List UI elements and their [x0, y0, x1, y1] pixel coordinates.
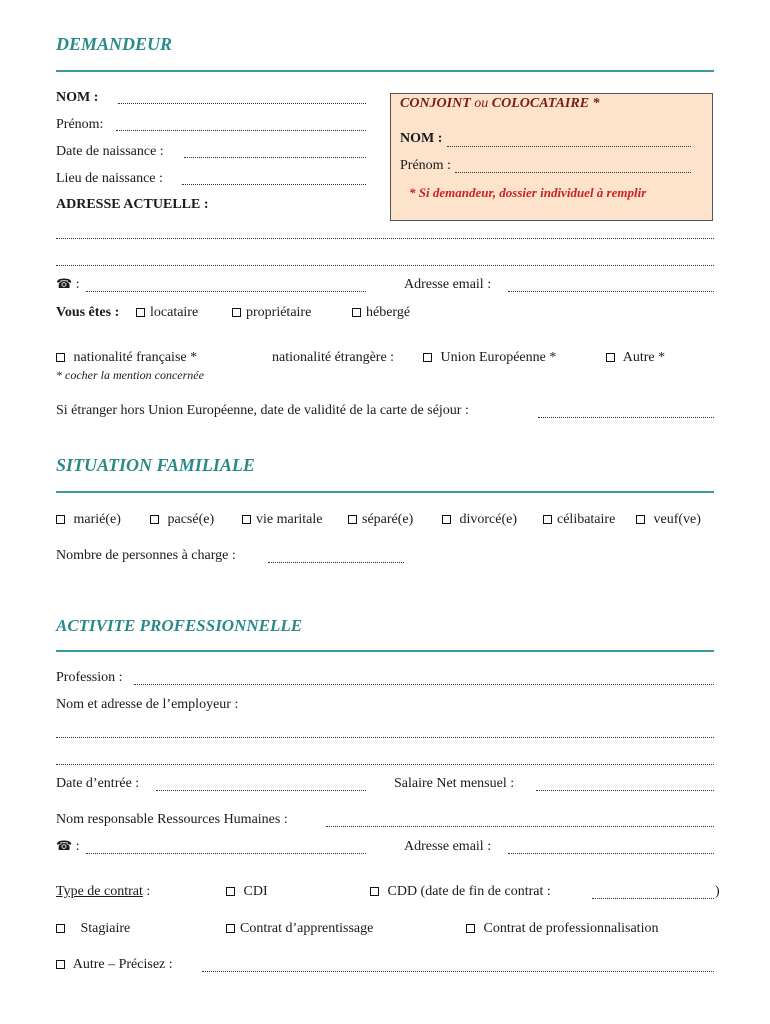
phone-colon: :	[75, 839, 80, 854]
conjoint-note: * Si demandeur, dossier individuel à remplir	[409, 185, 647, 200]
email-label: Adresse email :	[404, 277, 492, 292]
vous-etes-label: Vous êtes :	[56, 305, 120, 320]
checkbox-square[interactable]	[606, 353, 615, 362]
option-label: CDD (date de fin de contrat :	[387, 884, 551, 899]
carte-sejour-field[interactable]	[538, 417, 714, 418]
profession-field[interactable]	[134, 684, 714, 685]
checkbox-proprietaire[interactable]	[232, 305, 311, 321]
checkbox-square[interactable]	[442, 515, 451, 524]
type-contrat-colon: :	[146, 884, 151, 899]
salaire-field[interactable]	[536, 790, 714, 791]
checkbox-cdd[interactable]	[370, 884, 551, 900]
type-contrat-text: Type de contrat	[56, 884, 143, 899]
checkbox-square[interactable]	[56, 960, 65, 969]
option-label: vie maritale	[256, 512, 323, 527]
checkbox-square[interactable]	[370, 887, 379, 896]
checkbox-stagiaire[interactable]	[56, 921, 130, 937]
option-label: veuf(ve)	[653, 512, 701, 527]
option-label: Autre *	[622, 350, 666, 365]
cocher-note: * cocher la mention concernée	[56, 368, 204, 382]
prenom-field[interactable]	[116, 130, 366, 131]
checkbox-square[interactable]	[232, 308, 241, 317]
personnes-label: Nombre de personnes à charge :	[56, 548, 236, 563]
option-label: célibataire	[557, 512, 616, 527]
nom-field[interactable]	[118, 103, 366, 104]
conjoint-title-part2: COLOCATAIRE *	[491, 96, 600, 111]
rh-label: Nom responsable Ressources Humaines :	[56, 812, 288, 827]
conjoint-title	[400, 96, 600, 112]
checkbox-square[interactable]	[352, 308, 361, 317]
checkbox-square[interactable]	[543, 515, 552, 524]
option-label: Contrat de professionnalisation	[483, 921, 659, 936]
conjoint-nom-field[interactable]	[447, 146, 691, 147]
option-label: pacsé(e)	[167, 512, 215, 527]
phone-label	[56, 277, 80, 293]
conjoint-prenom-field[interactable]	[455, 172, 691, 173]
option-label: Autre – Précisez :	[72, 957, 173, 972]
adresse-label: ADRESSE ACTUELLE :	[56, 197, 209, 212]
cdd-date-field[interactable]	[592, 898, 714, 899]
employeur-email-label: Adresse email :	[404, 839, 492, 854]
phone-colon: :	[75, 277, 80, 292]
naissance-label: Date de naissance :	[56, 144, 164, 159]
date-entree-label: Date d’entrée :	[56, 776, 140, 791]
checkbox-separe[interactable]	[348, 512, 413, 528]
date-entree-field[interactable]	[156, 790, 366, 791]
section-title-demandeur: DEMANDEUR	[56, 34, 173, 54]
checkbox-autre-contrat[interactable]	[56, 957, 173, 973]
checkbox-apprentissage[interactable]	[226, 921, 373, 937]
option-label: hébergé	[366, 305, 411, 320]
checkbox-marie[interactable]	[56, 512, 121, 528]
checkbox-cdi[interactable]	[226, 884, 268, 900]
checkbox-square[interactable]	[636, 515, 645, 524]
section-title-situation: SITUATION FAMILIALE	[56, 455, 255, 475]
checkbox-vie-maritale[interactable]	[242, 512, 322, 528]
checkbox-union-europeenne[interactable]	[423, 350, 556, 366]
option-label: Union Européenne *	[440, 350, 557, 365]
type-contrat-label	[56, 884, 150, 900]
checkbox-autre-nationalite[interactable]	[606, 350, 665, 366]
rh-field[interactable]	[326, 826, 714, 827]
section-title-activite: ACTIVITE PROFESSIONNELLE	[56, 616, 303, 635]
checkbox-square[interactable]	[226, 924, 235, 933]
checkbox-pacse[interactable]	[150, 512, 214, 528]
carte-sejour-label: Si étranger hors Union Européenne, date de validité de la carte de séjour :	[56, 403, 469, 418]
phone-icon: ☎	[56, 839, 73, 854]
section-rule	[56, 491, 714, 493]
section-rule	[56, 650, 714, 652]
option-label: CDI	[243, 884, 268, 899]
cdd-close-paren: )	[715, 884, 720, 899]
lieu-label: Lieu de naissance :	[56, 171, 163, 186]
checkbox-nationalite-francaise[interactable]	[56, 350, 197, 366]
section-rule	[56, 70, 714, 72]
adresse-line-1[interactable]	[56, 238, 714, 239]
salaire-label: Salaire Net mensuel :	[394, 776, 515, 791]
adresse-line-2[interactable]	[56, 265, 714, 266]
personnes-field[interactable]	[268, 562, 404, 563]
vous-etes-row	[56, 305, 119, 321]
profession-label: Profession :	[56, 670, 123, 685]
conjoint-nom-label	[400, 131, 442, 147]
employeur-line-2[interactable]	[56, 764, 714, 765]
checkbox-square[interactable]	[466, 924, 475, 933]
email-field[interactable]	[508, 291, 714, 292]
checkbox-celibataire[interactable]	[543, 512, 615, 528]
employeur-email-field[interactable]	[508, 853, 714, 854]
checkbox-square[interactable]	[226, 887, 235, 896]
checkbox-square[interactable]	[242, 515, 251, 524]
phone-field[interactable]	[86, 291, 366, 292]
conjoint-title-part1: CONJOINT	[400, 96, 471, 111]
conjoint-box	[390, 93, 713, 221]
checkbox-square[interactable]	[56, 515, 65, 524]
checkbox-professionnalisation[interactable]	[466, 921, 658, 937]
nom-label-text: NOM :	[56, 90, 99, 105]
checkbox-square[interactable]	[56, 353, 65, 362]
checkbox-square[interactable]	[423, 353, 432, 362]
conjoint-prenom-label: Prénom :	[400, 158, 451, 173]
checkbox-locataire[interactable]	[136, 305, 198, 321]
checkbox-square[interactable]	[348, 515, 357, 524]
checkbox-square[interactable]	[56, 924, 65, 933]
checkbox-heberge[interactable]	[352, 305, 410, 321]
lieu-field[interactable]	[182, 184, 366, 185]
employeur-phone-label	[56, 839, 80, 855]
employeur-phone-field[interactable]	[86, 853, 366, 854]
checkbox-divorce[interactable]	[442, 512, 517, 528]
option-label: marié(e)	[73, 512, 121, 527]
option-label: nationalité française *	[73, 350, 198, 365]
conjoint-title-ou: ou	[474, 96, 489, 111]
employeur-line-1[interactable]	[56, 737, 714, 738]
checkbox-square[interactable]	[150, 515, 159, 524]
naissance-field[interactable]	[184, 157, 366, 158]
phone-icon: ☎	[56, 277, 73, 292]
option-label: divorcé(e)	[459, 512, 518, 527]
prenom-label: Prénom:	[56, 117, 104, 132]
autre-contrat-field[interactable]	[202, 971, 714, 972]
checkbox-veuf[interactable]	[636, 512, 701, 528]
employeur-label: Nom et adresse de l’employeur :	[56, 697, 239, 712]
option-label: locataire	[150, 305, 199, 320]
nationalite-etrangere-label: nationalité étrangère :	[272, 350, 395, 365]
option-label: Stagiaire	[80, 921, 131, 936]
option-label: Contrat d’apprentissage	[240, 921, 374, 936]
checkbox-square[interactable]	[136, 308, 145, 317]
option-label: séparé(e)	[362, 512, 414, 527]
nom-label	[56, 90, 98, 106]
conjoint-nom-text: NOM :	[400, 131, 443, 146]
option-label: propriétaire	[246, 305, 312, 320]
